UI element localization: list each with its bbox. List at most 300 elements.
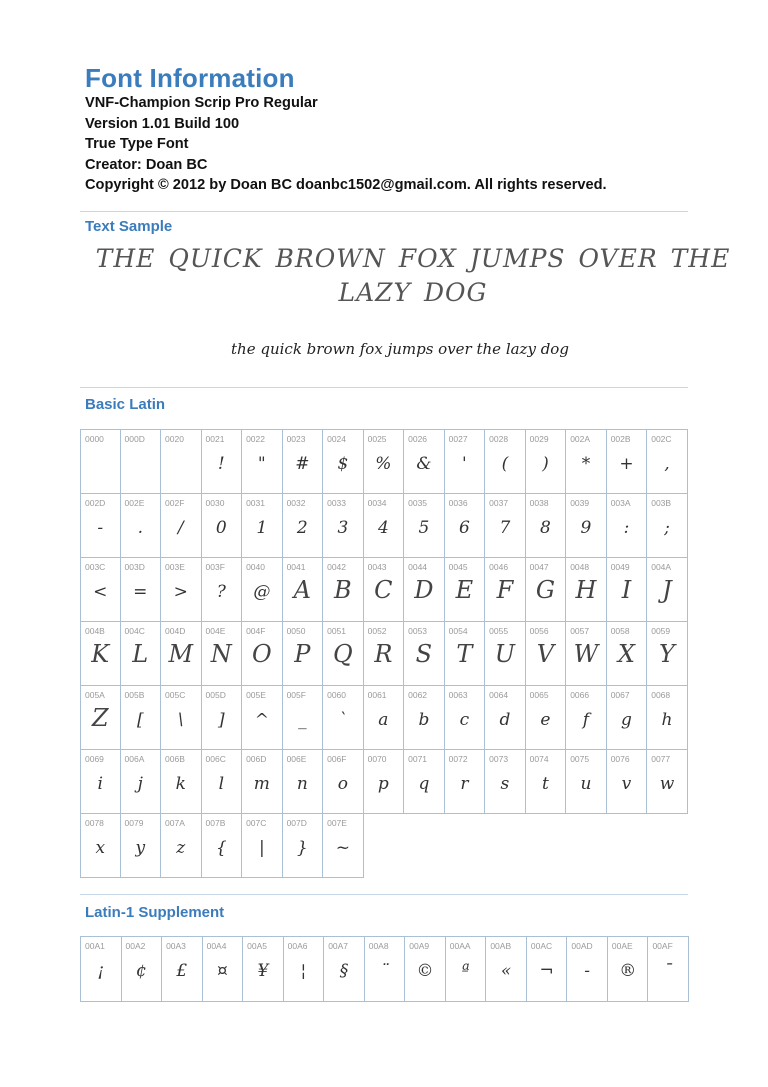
codepoint-label: 005B <box>124 690 145 700</box>
glyph-preview: / <box>177 518 184 538</box>
codepoint-label: 0069 <box>85 754 104 764</box>
font-creator: Creator: Doan BC <box>85 156 208 173</box>
codepoint-label: 0027 <box>448 434 468 444</box>
glyph-preview: ¥ <box>257 961 269 981</box>
codepoint-label: 0078 <box>85 818 104 828</box>
glyph-cell <box>404 750 445 814</box>
codepoint-label: 0035 <box>408 498 428 508</box>
glyph-cell <box>365 937 406 1002</box>
glyph-preview: ! <box>217 454 225 474</box>
codepoint-label: 005D <box>205 690 226 700</box>
glyph-preview: « <box>500 961 512 981</box>
codepoint-label: 0063 <box>448 690 468 700</box>
glyph-preview: ) <box>542 454 549 474</box>
codepoint-label: 002F <box>165 498 185 508</box>
codepoint-label: 0048 <box>570 562 590 572</box>
glyph-preview: 4 <box>377 518 389 538</box>
glyph-preview: u <box>580 774 592 794</box>
codepoint-label: 0033 <box>327 498 347 508</box>
glyph-cell <box>607 686 648 750</box>
glyph-preview: £ <box>176 961 188 981</box>
glyph-preview: ¢ <box>135 961 147 981</box>
glyph-preview: A <box>293 576 311 604</box>
glyph-preview: # <box>295 454 310 474</box>
codepoint-label: 0039 <box>570 498 590 508</box>
codepoint-label: 0054 <box>448 626 468 636</box>
glyph-preview: M <box>168 640 194 668</box>
glyph-cell <box>445 558 486 622</box>
glyph-cell <box>121 750 162 814</box>
glyph-preview: , <box>664 454 670 474</box>
glyph-cell <box>122 937 163 1002</box>
glyph-preview: ¡ <box>97 961 105 981</box>
glyph-cell <box>405 937 446 1002</box>
glyph-preview: N <box>210 640 232 668</box>
glyph-cell <box>647 622 688 686</box>
glyph-cell <box>567 937 608 1002</box>
glyph-cell <box>242 686 283 750</box>
codepoint-label: 00A1 <box>85 941 105 951</box>
codepoint-label: 0079 <box>124 818 144 828</box>
glyph-cell <box>607 429 648 494</box>
glyph-cell <box>485 622 526 686</box>
font-info-list <box>85 93 607 196</box>
glyph-cell <box>485 494 526 558</box>
codepoint-label: 007E <box>327 818 347 828</box>
codepoint-label: 00A4 <box>206 941 227 951</box>
glyph-preview: D <box>414 576 434 604</box>
glyph-preview: m <box>253 774 270 794</box>
glyph-cell <box>80 558 121 622</box>
glyph-cell <box>607 558 648 622</box>
glyph-cell <box>404 494 445 558</box>
codepoint-label: 0041 <box>286 562 306 572</box>
codepoint-label: 0030 <box>205 498 225 508</box>
glyph-preview: [ <box>136 710 144 730</box>
glyph-cell <box>202 429 243 494</box>
glyph-cell <box>364 558 405 622</box>
codepoint-label: 0066 <box>570 690 590 700</box>
glyph-cell <box>80 429 121 494</box>
glyph-cell <box>161 429 202 494</box>
glyph-preview: E <box>455 576 474 604</box>
glyph-cell <box>647 686 688 750</box>
codepoint-label: 002D <box>85 498 106 508</box>
latin1-supplement-heading: Latin-1 Supplement <box>85 904 225 921</box>
codepoint-label: 00AC <box>530 941 553 951</box>
glyph-preview: C <box>374 576 393 604</box>
glyph-preview: K <box>91 640 110 668</box>
glyph-preview: X <box>617 640 635 668</box>
glyph-cell <box>283 494 324 558</box>
codepoint-label: 00A2 <box>125 941 146 951</box>
glyph-preview: L <box>132 640 149 668</box>
glyph-preview: H <box>575 576 597 604</box>
codepoint-label: 0023 <box>286 434 306 444</box>
glyph-preview: n <box>296 774 308 794</box>
font-type: True Type Font <box>85 136 189 153</box>
glyph-cell <box>283 750 324 814</box>
glyph-cell <box>161 558 202 622</box>
codepoint-label: 005F <box>286 690 306 700</box>
glyph-preview: . <box>137 518 143 538</box>
glyph-preview: " <box>257 454 266 474</box>
codepoint-label: 0036 <box>448 498 468 508</box>
codepoint-label: 0042 <box>327 562 347 572</box>
glyph-preview: ¯ <box>663 961 673 981</box>
codepoint-label: 0058 <box>610 626 630 636</box>
glyph-cell <box>445 494 486 558</box>
glyph-preview: R <box>374 640 393 668</box>
glyph-preview: @ <box>253 582 271 602</box>
codepoint-label: 0059 <box>651 626 671 636</box>
glyph-cell <box>607 494 648 558</box>
glyph-cell <box>283 429 324 494</box>
codepoint-label: 0056 <box>529 626 549 636</box>
glyph-preview: 3 <box>337 518 349 538</box>
codepoint-label: 0045 <box>448 562 468 572</box>
glyph-cell <box>527 937 568 1002</box>
codepoint-label: 005A <box>85 690 105 700</box>
glyph-preview: % <box>375 454 392 474</box>
glyph-preview: © <box>416 961 434 981</box>
codepoint-label: 0077 <box>651 754 671 764</box>
glyph-cell <box>485 686 526 750</box>
codepoint-label: 0043 <box>367 562 387 572</box>
glyph-preview: Y <box>659 640 675 668</box>
codepoint-label: 00AD <box>571 941 593 951</box>
glyph-cell <box>404 686 445 750</box>
codepoint-label: 0067 <box>610 690 630 700</box>
codepoint-label: 0029 <box>529 434 549 444</box>
glyph-preview: Q <box>333 640 353 668</box>
glyph-preview: * <box>581 454 591 474</box>
codepoint-label: 0065 <box>529 690 549 700</box>
glyph-preview: : <box>623 518 630 538</box>
glyph-cell <box>202 750 243 814</box>
glyph-preview: k <box>175 774 186 794</box>
glyph-preview: | <box>258 838 265 858</box>
glyph-cell <box>445 750 486 814</box>
codepoint-label: 0049 <box>610 562 630 572</box>
glyph-cell <box>242 622 283 686</box>
glyph-cell <box>404 558 445 622</box>
glyph-cell <box>283 622 324 686</box>
codepoint-label: 002E <box>124 498 145 508</box>
codepoint-label: 0072 <box>448 754 468 764</box>
glyph-preview: a <box>378 710 389 730</box>
glyph-preview: ? <box>216 582 226 602</box>
glyph-cell <box>526 622 567 686</box>
glyph-cell <box>121 686 162 750</box>
basic-latin-heading: Basic Latin <box>85 396 166 413</box>
glyph-preview: ª <box>461 961 470 981</box>
codepoint-label: 005E <box>246 690 266 700</box>
glyph-preview: > <box>173 582 188 602</box>
glyph-cell <box>446 937 487 1002</box>
glyph-preview: V <box>536 640 555 668</box>
glyph-preview: } <box>296 838 308 858</box>
glyph-preview: U <box>494 640 516 668</box>
glyph-cell <box>364 686 405 750</box>
codepoint-label: 0046 <box>489 562 509 572</box>
codepoint-label: 0057 <box>570 626 590 636</box>
glyph-cell <box>324 937 365 1002</box>
codepoint-label: 0038 <box>529 498 549 508</box>
glyph-cell <box>445 686 486 750</box>
codepoint-label: 00AF <box>652 941 673 951</box>
codepoint-label: 007D <box>286 818 307 828</box>
glyph-cell <box>647 558 688 622</box>
glyph-preview: p <box>377 774 389 794</box>
glyph-preview: l <box>218 774 225 794</box>
glyph-cell <box>404 429 445 494</box>
codepoint-label: 004A <box>651 562 672 572</box>
codepoint-label: 003E <box>165 562 185 572</box>
glyph-cell <box>608 937 649 1002</box>
glyph-cell <box>121 622 162 686</box>
glyph-cell <box>202 622 243 686</box>
glyph-preview: S <box>415 640 433 668</box>
glyph-cell <box>323 558 364 622</box>
codepoint-label: 0024 <box>327 434 347 444</box>
glyph-cell <box>607 750 648 814</box>
glyph-cell <box>283 814 324 878</box>
codepoint-label: 003A <box>610 498 631 508</box>
codepoint-label: 003B <box>651 498 672 508</box>
glyph-preview: ` <box>338 710 348 730</box>
font-copyright: Copyright © 2012 by Doan BC doanbc1502@gmail.com. All rights reserved. <box>85 177 607 194</box>
glyph-cell <box>566 622 607 686</box>
glyph-cell <box>283 686 324 750</box>
codepoint-label: 006F <box>327 754 347 764</box>
glyph-cell <box>485 750 526 814</box>
codepoint-label: 0020 <box>165 434 184 444</box>
codepoint-label: 004F <box>246 626 266 636</box>
glyph-preview: ^ <box>254 710 269 730</box>
glyph-preview: I <box>621 576 632 604</box>
codepoint-label: 0032 <box>286 498 306 508</box>
glyph-cell <box>323 814 364 878</box>
codepoint-label: 0052 <box>367 626 387 636</box>
divider <box>80 211 688 212</box>
glyph-preview: O <box>251 640 272 668</box>
glyph-preview: + <box>619 454 634 474</box>
glyph-cell <box>485 429 526 494</box>
glyph-preview: o <box>337 774 348 794</box>
glyph-preview: i <box>97 774 103 794</box>
glyph-preview: h <box>661 710 673 730</box>
glyph-preview: ] <box>217 710 225 730</box>
glyph-cell <box>121 558 162 622</box>
glyph-cell <box>364 429 405 494</box>
glyph-cell <box>202 686 243 750</box>
codepoint-label: 0037 <box>489 498 509 508</box>
codepoint-label: 0000 <box>85 434 104 444</box>
glyph-cell <box>80 686 121 750</box>
codepoint-label: 0061 <box>367 690 387 700</box>
glyph-preview: $ <box>337 454 349 474</box>
codepoint-label: 00A8 <box>368 941 389 951</box>
glyph-preview: G <box>535 576 556 604</box>
glyph-preview: F <box>496 576 514 604</box>
glyph-preview: - <box>584 961 591 981</box>
glyph-preview: T <box>456 640 473 668</box>
codepoint-label: 007A <box>165 818 185 828</box>
uppercase-sample: THE QUICK BROWN FOX JUMPS OVER THE LAZY DOG <box>95 244 731 307</box>
glyph-preview: ~ <box>335 838 350 858</box>
glyph-preview: B <box>334 576 352 604</box>
codepoint-label: 0064 <box>489 690 509 700</box>
glyph-preview: j <box>137 774 143 794</box>
glyph-cell <box>647 750 688 814</box>
glyph-cell <box>526 750 567 814</box>
glyph-preview: W <box>573 640 599 668</box>
glyph-preview: 0 <box>215 518 227 538</box>
codepoint-label: 00A9 <box>409 941 430 951</box>
glyph-cell <box>242 429 283 494</box>
codepoint-label: 0073 <box>489 754 509 764</box>
lowercase-sample: the quick brown fox jumps over the lazy dog <box>231 340 569 358</box>
glyph-cell <box>364 494 405 558</box>
codepoint-label: 0053 <box>408 626 428 636</box>
codepoint-label: 0055 <box>489 626 509 636</box>
codepoint-label: 005C <box>165 690 186 700</box>
glyph-cell <box>162 937 203 1002</box>
glyph-preview: 8 <box>540 518 551 538</box>
font-name: VNF-Champion Scrip Pro Regular <box>85 95 318 111</box>
glyph-cell <box>445 622 486 686</box>
glyph-cell <box>242 750 283 814</box>
codepoint-label: 00A3 <box>166 941 186 951</box>
codepoint-label: 0074 <box>529 754 549 764</box>
glyph-preview: 7 <box>499 518 511 538</box>
text-sample-heading: Text Sample <box>85 218 173 235</box>
basic-latin-grid <box>80 429 688 878</box>
codepoint-label: 0076 <box>610 754 630 764</box>
glyph-cell <box>526 686 567 750</box>
glyph-preview: = <box>133 582 148 602</box>
codepoint-label: 0028 <box>489 434 509 444</box>
glyph-cell <box>566 558 607 622</box>
glyph-cell <box>648 937 689 1002</box>
codepoint-label: 004C <box>124 626 145 636</box>
codepoint-label: 00AE <box>611 941 633 951</box>
glyph-cell <box>323 494 364 558</box>
glyph-preview: ® <box>619 961 637 981</box>
glyph-cell <box>404 622 445 686</box>
glyph-preview: ¦ <box>300 961 307 981</box>
glyph-cell <box>566 429 607 494</box>
glyph-cell <box>445 429 486 494</box>
glyph-preview: _ <box>298 710 307 730</box>
codepoint-label: 006C <box>205 754 226 764</box>
codepoint-label: 0040 <box>246 562 265 572</box>
glyph-cell <box>161 622 202 686</box>
page-title: Font Information <box>85 63 295 93</box>
codepoint-label: 00AA <box>449 941 471 951</box>
codepoint-label: 003D <box>124 562 145 572</box>
glyph-preview: & <box>416 454 432 474</box>
codepoint-label: 00A6 <box>287 941 308 951</box>
glyph-cell <box>364 750 405 814</box>
glyph-cell <box>526 429 567 494</box>
codepoint-label: 0021 <box>205 434 225 444</box>
glyph-preview: P <box>294 640 311 668</box>
glyph-cell <box>161 494 202 558</box>
glyph-preview: c <box>459 710 470 730</box>
glyph-cell <box>202 494 243 558</box>
glyph-preview: 1 <box>256 518 268 538</box>
glyph-cell <box>80 750 121 814</box>
glyph-preview: f <box>582 710 590 730</box>
glyph-preview: ' <box>462 454 467 474</box>
glyph-cell <box>364 622 405 686</box>
glyph-cell <box>80 814 121 878</box>
glyph-preview: < <box>93 582 108 602</box>
glyph-preview: r <box>460 774 469 794</box>
glyph-preview: ¨ <box>380 961 389 981</box>
codepoint-label: 0075 <box>570 754 590 764</box>
glyph-cell <box>121 429 162 494</box>
glyph-cell <box>203 937 244 1002</box>
codepoint-label: 0051 <box>327 626 347 636</box>
glyph-preview: t <box>542 774 549 794</box>
glyph-cell <box>81 937 122 1002</box>
codepoint-label: 0062 <box>408 690 428 700</box>
codepoint-label: 006A <box>124 754 145 764</box>
glyph-cell <box>485 558 526 622</box>
glyph-cell <box>323 429 364 494</box>
glyph-preview: b <box>418 710 430 730</box>
codepoint-label: 000D <box>124 434 145 444</box>
codepoint-label: 004E <box>205 626 226 636</box>
codepoint-label: 006D <box>246 754 267 764</box>
glyph-preview: d <box>499 710 511 730</box>
glyph-preview: q <box>418 774 430 794</box>
divider <box>80 387 688 388</box>
codepoint-label: 00A5 <box>247 941 267 951</box>
glyph-cell <box>242 814 283 878</box>
glyph-preview: 2 <box>296 518 308 538</box>
glyph-preview: e <box>540 710 551 730</box>
codepoint-label: 0034 <box>367 498 387 508</box>
glyph-cell <box>566 750 607 814</box>
glyph-preview: z <box>176 838 186 858</box>
glyph-cell <box>121 814 162 878</box>
glyph-preview: 6 <box>458 518 470 538</box>
glyph-cell <box>283 558 324 622</box>
font-version: Version 1.01 Build 100 <box>85 115 240 132</box>
glyph-cell <box>161 686 202 750</box>
codepoint-label: 0071 <box>408 754 428 764</box>
glyph-preview: ( <box>501 454 509 474</box>
glyph-cell <box>323 750 364 814</box>
glyph-preview: { <box>215 838 227 858</box>
glyph-cell <box>526 494 567 558</box>
glyph-preview: ¬ <box>539 961 554 981</box>
glyph-preview: x <box>95 838 106 858</box>
glyph-preview: § <box>339 961 349 981</box>
glyph-preview: \ <box>177 710 184 730</box>
codepoint-label: 0026 <box>408 434 428 444</box>
glyph-preview: - <box>97 518 104 538</box>
glyph-cell <box>161 814 202 878</box>
codepoint-label: 0025 <box>367 434 387 444</box>
glyph-preview: J <box>662 576 672 604</box>
codepoint-label: 0068 <box>651 690 671 700</box>
glyph-cell <box>202 558 243 622</box>
